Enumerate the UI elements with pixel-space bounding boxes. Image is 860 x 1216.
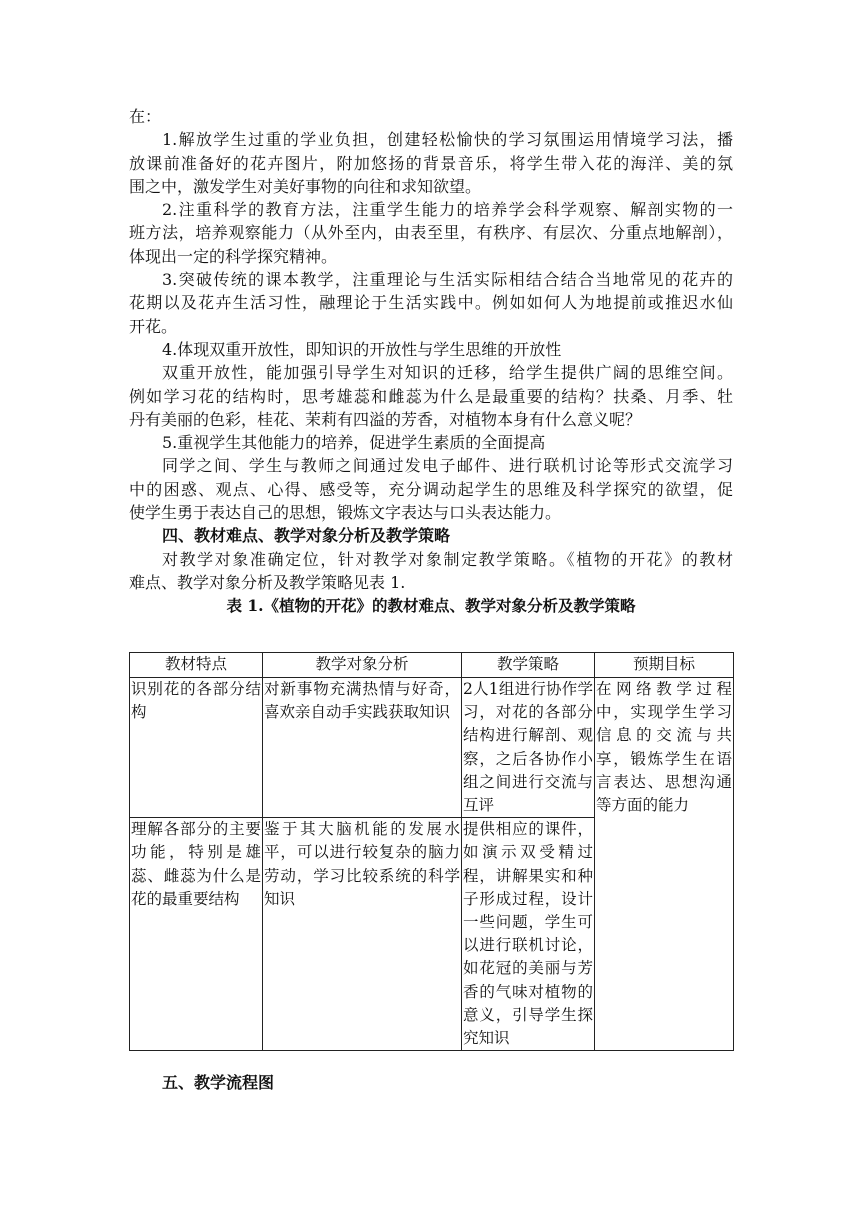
open-para-line-2: 例如学习花的结构时，思考雄蕊和雌蕊为什么是最重要的结构？扶桑、月季、牡 [129,386,733,406]
table-cell: 提供相应的课件，如演示双受精过程，讲解果实和种子形成过程，设计一些问题，学生可以进行联机讨论，如花冠的美丽与芳香的气味对植物的意义，引导学生探究知识 [462,818,595,1051]
table-caption: 表 1.《植物的开花》的教材难点、教学对象分析及教学策略 [226,596,636,616]
point-3-line-1: 3.突破传统的课本教学，注重理论与生活实际相结合结合当地常见的花卉的 [162,270,733,290]
table-intro-line-2: 难点、教学对象分析及教学策略见表 1. [129,572,406,592]
point-1-line-1: 1.解放学生过重的学业负担，创建轻松愉快的学习氛围运用情境学习法，播 [162,130,733,150]
table-cell: 2人1组进行协作学习，对花的各部分结构进行解剖、观察，之后各协作小组之间进行交流与互评 [462,678,595,818]
header-cell: 教学策略 [462,653,595,678]
goal-cell: 在网络教学过程中，实现学生学习信息的交流与共享，锻炼学生在语言表达、思想沟通等方面的能力 [595,678,734,1051]
intro-line: 在： [129,107,162,126]
document-body [129,105,733,617]
point-5-line-1: 5.重视学生其他能力的培养，促进学生素质的全面提高 [162,433,546,453]
comm-para-line-1: 同学之间、学生与教师之间通过发电子邮件、进行联机讨论等形式交流学习 [162,456,733,476]
strategy-table [129,652,734,1051]
point-2-line-1: 2.注重科学的教育方法，注重学生能力的培养学会科学观察、解剖实物的一 [162,200,733,220]
header-cell: 教材特点 [130,653,263,678]
table-header-row [130,653,734,678]
table-cell: 识别花的各部分结构 [130,678,263,818]
point-3-line-3: 开花。 [129,316,178,336]
table-cell: 理解各部分的主要功能，特别是雄蕊、雌蕊为什么是花的最重要结构 [130,818,263,1051]
open-para-line-3: 丹有美丽的色彩，桂花、茉莉有四溢的芳香，对植物本身有什么意义呢？ [129,409,642,429]
comm-para-line-3: 使学生勇于表达自己的思想，锻炼文字表达与口头表达能力。 [129,503,562,523]
table-intro-line-1: 对教学对象准确定位，针对教学对象制定教学策略。《植物的开花》的教材 [162,549,733,569]
table-row [130,678,734,818]
header-cell: 教学对象分析 [263,653,462,678]
table-cell: 对新事物充满热情与好奇，喜欢亲自动手实践获取知识 [263,678,462,818]
comm-para-line-2: 中的困惑、观点、心得、感受等，充分调动起学生的思维及科学探究的欲望，促 [129,479,733,499]
open-para-line-1: 双重开放性，能加强引导学生对知识的迁移，给学生提供广阔的思维空间。 [162,363,733,383]
section-4-heading: 四、教材难点、教学对象分析及教学策略 [162,526,451,546]
point-1-line-2: 放课前准备好的花卉图片，附加悠扬的背景音乐，将学生带入花的海洋、美的氛 [129,153,733,173]
header-cell: 预期目标 [595,653,734,678]
point-1-line-3: 围之中，激发学生对美好事物的向往和求知欲望。 [129,176,482,196]
point-4-line-1: 4.体现双重开放性，即知识的开放性与学生思维的开放性 [162,339,562,359]
section-5-heading: 五、教学流程图 [162,1073,275,1092]
point-2-line-2: 班方法，培养观察能力（从外至内，由表至里，有秩序、有层次、分重点地解剖）， [129,223,733,243]
section-5-block [129,1071,733,1094]
point-2-line-3: 体现出一定的科学探究精神。 [129,246,338,266]
table-cell: 鉴于其大脑机能的发展水平，可以进行较复杂的脑力劳动，学习比较系统的科学知识 [263,818,462,1051]
point-3-line-2: 花期以及花卉生活习性，融理论于生活实践中。例如如何人为地提前或推迟水仙 [129,293,733,313]
